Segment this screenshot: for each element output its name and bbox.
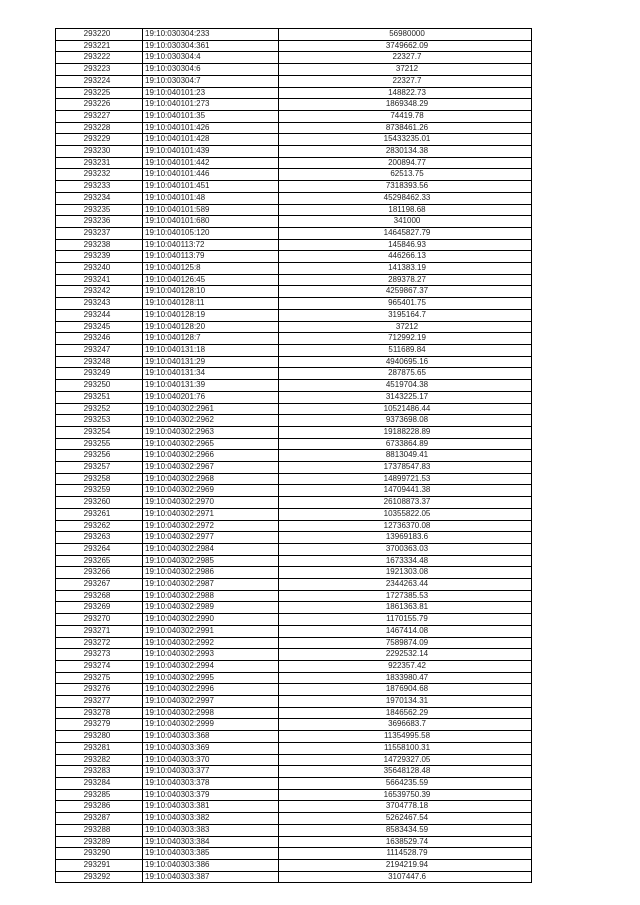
row-number: 293261 bbox=[56, 508, 143, 520]
row-number: 293289 bbox=[56, 836, 143, 848]
row-number: 293235 bbox=[56, 204, 143, 216]
amount-value: 17378547.83 bbox=[279, 462, 532, 474]
table-row bbox=[56, 157, 532, 169]
cadastral-number: 19:10:030304:4 bbox=[143, 52, 279, 64]
cadastral-number: 19:10:040101:273 bbox=[143, 99, 279, 111]
amount-value: 15433235.01 bbox=[279, 134, 532, 146]
amount-value: 3696683.7 bbox=[279, 719, 532, 731]
amount-value: 712992.19 bbox=[279, 333, 532, 345]
table-row bbox=[56, 29, 532, 41]
amount-value: 200894.77 bbox=[279, 157, 532, 169]
row-number: 293271 bbox=[56, 625, 143, 637]
amount-value: 19188228.89 bbox=[279, 426, 532, 438]
amount-value: 8738461.26 bbox=[279, 122, 532, 134]
amount-value: 14709441.38 bbox=[279, 485, 532, 497]
row-number: 293284 bbox=[56, 778, 143, 790]
amount-value: 3195164.7 bbox=[279, 309, 532, 321]
row-number: 293288 bbox=[56, 824, 143, 836]
cadastral-number: 19:10:040302:2963 bbox=[143, 426, 279, 438]
row-number: 293233 bbox=[56, 181, 143, 193]
table-row bbox=[56, 368, 532, 380]
row-number: 293223 bbox=[56, 64, 143, 76]
amount-value: 1861363.81 bbox=[279, 602, 532, 614]
amount-value: 11558100.31 bbox=[279, 742, 532, 754]
cadastral-number: 19:10:040302:2989 bbox=[143, 602, 279, 614]
amount-value: 511689.84 bbox=[279, 344, 532, 356]
table-row bbox=[56, 766, 532, 778]
table-row bbox=[56, 602, 532, 614]
table-row bbox=[56, 333, 532, 345]
cadastral-number: 19:10:040201:76 bbox=[143, 391, 279, 403]
row-number: 293260 bbox=[56, 497, 143, 509]
table-row bbox=[56, 403, 532, 415]
row-number: 293269 bbox=[56, 602, 143, 614]
cadastral-number: 19:10:040302:2987 bbox=[143, 579, 279, 591]
cadastral-number: 19:10:040303:387 bbox=[143, 871, 279, 883]
row-number: 293257 bbox=[56, 462, 143, 474]
amount-value: 22327.7 bbox=[279, 52, 532, 64]
amount-value: 35648128.48 bbox=[279, 766, 532, 778]
table-row bbox=[56, 309, 532, 321]
cadastral-number: 19:10:040302:2993 bbox=[143, 649, 279, 661]
amount-value: 1833980.47 bbox=[279, 672, 532, 684]
cadastral-number: 19:10:030304:6 bbox=[143, 64, 279, 76]
cadastral-number: 19:10:040101:442 bbox=[143, 157, 279, 169]
row-number: 293287 bbox=[56, 813, 143, 825]
row-number: 293272 bbox=[56, 637, 143, 649]
cadastral-number: 19:10:040101:589 bbox=[143, 204, 279, 216]
row-number: 293228 bbox=[56, 122, 143, 134]
table-row bbox=[56, 672, 532, 684]
table-row bbox=[56, 52, 532, 64]
amount-value: 1921303.08 bbox=[279, 567, 532, 579]
amount-value: 8583434.59 bbox=[279, 824, 532, 836]
cadastral-number: 19:10:040101:426 bbox=[143, 122, 279, 134]
amount-value: 1114528.79 bbox=[279, 848, 532, 860]
amount-value: 45298462.33 bbox=[279, 192, 532, 204]
table-row bbox=[56, 508, 532, 520]
amount-value: 1673334.48 bbox=[279, 555, 532, 567]
table-row bbox=[56, 590, 532, 602]
cadastral-number: 19:10:040302:2962 bbox=[143, 415, 279, 427]
row-number: 293250 bbox=[56, 380, 143, 392]
table-row bbox=[56, 824, 532, 836]
data-table bbox=[55, 28, 532, 883]
amount-value: 1869348.29 bbox=[279, 99, 532, 111]
amount-value: 7589874.09 bbox=[279, 637, 532, 649]
amount-value: 145846.93 bbox=[279, 239, 532, 251]
table-row bbox=[56, 754, 532, 766]
cadastral-number: 19:10:040101:439 bbox=[143, 146, 279, 158]
table-row bbox=[56, 298, 532, 310]
cadastral-number: 19:10:040302:2969 bbox=[143, 485, 279, 497]
table-row bbox=[56, 450, 532, 462]
row-number: 293268 bbox=[56, 590, 143, 602]
cadastral-number: 19:10:040302:2967 bbox=[143, 462, 279, 474]
row-number: 293278 bbox=[56, 707, 143, 719]
row-number: 293292 bbox=[56, 871, 143, 883]
amount-value: 4940695.16 bbox=[279, 356, 532, 368]
table-row bbox=[56, 181, 532, 193]
cadastral-number: 19:10:040128:11 bbox=[143, 298, 279, 310]
amount-value: 10355822.05 bbox=[279, 508, 532, 520]
amount-value: 10521486.44 bbox=[279, 403, 532, 415]
row-number: 293232 bbox=[56, 169, 143, 181]
cadastral-number: 19:10:040303:377 bbox=[143, 766, 279, 778]
amount-value: 1170155.79 bbox=[279, 614, 532, 626]
amount-value: 4519704.38 bbox=[279, 380, 532, 392]
amount-value: 341000 bbox=[279, 216, 532, 228]
table-row bbox=[56, 64, 532, 76]
amount-value: 7318393.56 bbox=[279, 181, 532, 193]
table-row bbox=[56, 75, 532, 87]
cadastral-number: 19:10:040302:2966 bbox=[143, 450, 279, 462]
table-row bbox=[56, 555, 532, 567]
table-row bbox=[56, 731, 532, 743]
table-row bbox=[56, 380, 532, 392]
row-number: 293277 bbox=[56, 696, 143, 708]
row-number: 293273 bbox=[56, 649, 143, 661]
table-row bbox=[56, 567, 532, 579]
amount-value: 1727385.53 bbox=[279, 590, 532, 602]
amount-value: 2292532.14 bbox=[279, 649, 532, 661]
amount-value: 4259867.37 bbox=[279, 286, 532, 298]
row-number: 293258 bbox=[56, 473, 143, 485]
row-number: 293221 bbox=[56, 40, 143, 52]
row-number: 293267 bbox=[56, 579, 143, 591]
amount-value: 965401.75 bbox=[279, 298, 532, 310]
table-row bbox=[56, 813, 532, 825]
cadastral-number: 19:10:040303:378 bbox=[143, 778, 279, 790]
table-row bbox=[56, 579, 532, 591]
table-row bbox=[56, 778, 532, 790]
row-number: 293242 bbox=[56, 286, 143, 298]
cadastral-number: 19:10:040302:2977 bbox=[143, 532, 279, 544]
table-row bbox=[56, 263, 532, 275]
row-number: 293256 bbox=[56, 450, 143, 462]
row-number: 293224 bbox=[56, 75, 143, 87]
table-row bbox=[56, 239, 532, 251]
amount-value: 2344263.44 bbox=[279, 579, 532, 591]
table-row bbox=[56, 801, 532, 813]
amount-value: 1846562.29 bbox=[279, 707, 532, 719]
table-row bbox=[56, 99, 532, 111]
cadastral-number: 19:10:040125:8 bbox=[143, 263, 279, 275]
amount-value: 5262467.54 bbox=[279, 813, 532, 825]
cadastral-number: 19:10:030304:7 bbox=[143, 75, 279, 87]
cadastral-number: 19:10:040101:446 bbox=[143, 169, 279, 181]
amount-value: 56980000 bbox=[279, 29, 532, 41]
cadastral-number: 19:10:040303:369 bbox=[143, 742, 279, 754]
table-row bbox=[56, 122, 532, 134]
row-number: 293291 bbox=[56, 859, 143, 871]
table-row bbox=[56, 204, 532, 216]
amount-value: 3749662.09 bbox=[279, 40, 532, 52]
row-number: 293266 bbox=[56, 567, 143, 579]
cadastral-number: 19:10:040302:2996 bbox=[143, 684, 279, 696]
cadastral-number: 19:10:040303:368 bbox=[143, 731, 279, 743]
cadastral-number: 19:10:040302:2995 bbox=[143, 672, 279, 684]
amount-value: 26108873.37 bbox=[279, 497, 532, 509]
table-row bbox=[56, 473, 532, 485]
row-number: 293283 bbox=[56, 766, 143, 778]
row-number: 293270 bbox=[56, 614, 143, 626]
cadastral-number: 19:10:040302:2985 bbox=[143, 555, 279, 567]
row-number: 293243 bbox=[56, 298, 143, 310]
cadastral-number: 19:10:040128:19 bbox=[143, 309, 279, 321]
cadastral-number: 19:10:040131:34 bbox=[143, 368, 279, 380]
table-body bbox=[56, 29, 532, 883]
cadastral-number: 19:10:040302:2998 bbox=[143, 707, 279, 719]
row-number: 293225 bbox=[56, 87, 143, 99]
row-number: 293264 bbox=[56, 543, 143, 555]
amount-value: 446266.13 bbox=[279, 251, 532, 263]
row-number: 293246 bbox=[56, 333, 143, 345]
table-row bbox=[56, 789, 532, 801]
row-number: 293255 bbox=[56, 438, 143, 450]
amount-value: 1970134.31 bbox=[279, 696, 532, 708]
table-row bbox=[56, 649, 532, 661]
cadastral-number: 19:10:040302:2971 bbox=[143, 508, 279, 520]
table-row bbox=[56, 134, 532, 146]
row-number: 293265 bbox=[56, 555, 143, 567]
cadastral-number: 19:10:040113:79 bbox=[143, 251, 279, 263]
cadastral-number: 19:10:040131:29 bbox=[143, 356, 279, 368]
cadastral-number: 19:10:040101:680 bbox=[143, 216, 279, 228]
row-number: 293249 bbox=[56, 368, 143, 380]
amount-value: 3704778.18 bbox=[279, 801, 532, 813]
cadastral-number: 19:10:040128:20 bbox=[143, 321, 279, 333]
amount-value: 13969183.6 bbox=[279, 532, 532, 544]
row-number: 293279 bbox=[56, 719, 143, 731]
row-number: 293244 bbox=[56, 309, 143, 321]
row-number: 293281 bbox=[56, 742, 143, 754]
amount-value: 37212 bbox=[279, 64, 532, 76]
amount-value: 287875.65 bbox=[279, 368, 532, 380]
row-number: 293237 bbox=[56, 227, 143, 239]
table-row bbox=[56, 87, 532, 99]
table-row bbox=[56, 871, 532, 883]
cadastral-number: 19:10:040302:2999 bbox=[143, 719, 279, 731]
cadastral-number: 19:10:040126:45 bbox=[143, 274, 279, 286]
cadastral-number: 19:10:040101:428 bbox=[143, 134, 279, 146]
table-row bbox=[56, 274, 532, 286]
cadastral-number: 19:10:040101:23 bbox=[143, 87, 279, 99]
row-number: 293259 bbox=[56, 485, 143, 497]
row-number: 293241 bbox=[56, 274, 143, 286]
amount-value: 12736370.08 bbox=[279, 520, 532, 532]
table-row bbox=[56, 391, 532, 403]
table-row bbox=[56, 321, 532, 333]
table-row bbox=[56, 192, 532, 204]
cadastral-number: 19:10:040101:451 bbox=[143, 181, 279, 193]
table-row bbox=[56, 110, 532, 122]
amount-value: 14645827.79 bbox=[279, 227, 532, 239]
amount-value: 3107447.6 bbox=[279, 871, 532, 883]
amount-value: 1638529.74 bbox=[279, 836, 532, 848]
amount-value: 37212 bbox=[279, 321, 532, 333]
amount-value: 14899721.53 bbox=[279, 473, 532, 485]
cadastral-number: 19:10:040302:2972 bbox=[143, 520, 279, 532]
row-number: 293248 bbox=[56, 356, 143, 368]
row-number: 293275 bbox=[56, 672, 143, 684]
cadastral-number: 19:10:040101:48 bbox=[143, 192, 279, 204]
cadastral-number: 19:10:040302:2965 bbox=[143, 438, 279, 450]
table-row bbox=[56, 637, 532, 649]
cadastral-number: 19:10:040303:384 bbox=[143, 836, 279, 848]
row-number: 293253 bbox=[56, 415, 143, 427]
cadastral-number: 19:10:040303:383 bbox=[143, 824, 279, 836]
amount-value: 8813049.41 bbox=[279, 450, 532, 462]
table-row bbox=[56, 227, 532, 239]
row-number: 293234 bbox=[56, 192, 143, 204]
table-row bbox=[56, 836, 532, 848]
cadastral-number: 19:10:040302:2986 bbox=[143, 567, 279, 579]
row-number: 293274 bbox=[56, 660, 143, 672]
cadastral-number: 19:10:040113:72 bbox=[143, 239, 279, 251]
row-number: 293251 bbox=[56, 391, 143, 403]
cadastral-number: 19:10:040302:2997 bbox=[143, 696, 279, 708]
row-number: 293245 bbox=[56, 321, 143, 333]
amount-value: 148822.73 bbox=[279, 87, 532, 99]
row-number: 293262 bbox=[56, 520, 143, 532]
amount-value: 3143225.17 bbox=[279, 391, 532, 403]
cadastral-number: 19:10:030304:361 bbox=[143, 40, 279, 52]
row-number: 293230 bbox=[56, 146, 143, 158]
row-number: 293286 bbox=[56, 801, 143, 813]
row-number: 293239 bbox=[56, 251, 143, 263]
table-row bbox=[56, 696, 532, 708]
table-row bbox=[56, 356, 532, 368]
table-row bbox=[56, 426, 532, 438]
cadastral-number: 19:10:040302:2968 bbox=[143, 473, 279, 485]
table-row bbox=[56, 485, 532, 497]
table-row bbox=[56, 462, 532, 474]
cadastral-number: 19:10:040128:10 bbox=[143, 286, 279, 298]
amount-value: 922357.42 bbox=[279, 660, 532, 672]
cadastral-number: 19:10:040302:2991 bbox=[143, 625, 279, 637]
row-number: 293226 bbox=[56, 99, 143, 111]
row-number: 293252 bbox=[56, 403, 143, 415]
row-number: 293227 bbox=[56, 110, 143, 122]
amount-value: 11354995.58 bbox=[279, 731, 532, 743]
table-row bbox=[56, 742, 532, 754]
amount-value: 2830134.38 bbox=[279, 146, 532, 158]
table-row bbox=[56, 614, 532, 626]
row-number: 293290 bbox=[56, 848, 143, 860]
table-row bbox=[56, 684, 532, 696]
table-row bbox=[56, 169, 532, 181]
table-row bbox=[56, 707, 532, 719]
row-number: 293285 bbox=[56, 789, 143, 801]
row-number: 293263 bbox=[56, 532, 143, 544]
row-number: 293276 bbox=[56, 684, 143, 696]
table-row bbox=[56, 520, 532, 532]
cadastral-number: 19:10:040101:35 bbox=[143, 110, 279, 122]
cadastral-number: 19:10:040303:379 bbox=[143, 789, 279, 801]
cadastral-number: 19:10:040302:2988 bbox=[143, 590, 279, 602]
row-number: 293282 bbox=[56, 754, 143, 766]
amount-value: 181198.68 bbox=[279, 204, 532, 216]
cadastral-number: 19:10:040302:2992 bbox=[143, 637, 279, 649]
table-row bbox=[56, 344, 532, 356]
table-row bbox=[56, 848, 532, 860]
cadastral-number: 19:10:040131:39 bbox=[143, 380, 279, 392]
table-row bbox=[56, 415, 532, 427]
cadastral-number: 19:10:040303:381 bbox=[143, 801, 279, 813]
table-row bbox=[56, 660, 532, 672]
table-row bbox=[56, 146, 532, 158]
row-number: 293238 bbox=[56, 239, 143, 251]
row-number: 293220 bbox=[56, 29, 143, 41]
cadastral-number: 19:10:040302:2990 bbox=[143, 614, 279, 626]
table-row bbox=[56, 532, 532, 544]
cadastral-number: 19:10:040302:2984 bbox=[143, 543, 279, 555]
cadastral-number: 19:10:040302:2994 bbox=[143, 660, 279, 672]
cadastral-number: 19:10:040303:382 bbox=[143, 813, 279, 825]
table-row bbox=[56, 497, 532, 509]
amount-value: 289378.27 bbox=[279, 274, 532, 286]
row-number: 293254 bbox=[56, 426, 143, 438]
row-number: 293231 bbox=[56, 157, 143, 169]
amount-value: 62513.75 bbox=[279, 169, 532, 181]
table-row bbox=[56, 543, 532, 555]
table-row bbox=[56, 251, 532, 263]
row-number: 293280 bbox=[56, 731, 143, 743]
cadastral-number: 19:10:030304:233 bbox=[143, 29, 279, 41]
amount-value: 22327.7 bbox=[279, 75, 532, 87]
amount-value: 1467414.08 bbox=[279, 625, 532, 637]
amount-value: 5664235.59 bbox=[279, 778, 532, 790]
table-row bbox=[56, 40, 532, 52]
table-row bbox=[56, 719, 532, 731]
table-row bbox=[56, 859, 532, 871]
table-row bbox=[56, 438, 532, 450]
amount-value: 1876904.68 bbox=[279, 684, 532, 696]
cadastral-number: 19:10:040131:18 bbox=[143, 344, 279, 356]
amount-value: 3700363.03 bbox=[279, 543, 532, 555]
cadastral-number: 19:10:040302:2970 bbox=[143, 497, 279, 509]
row-number: 293236 bbox=[56, 216, 143, 228]
cadastral-number: 19:10:040303:385 bbox=[143, 848, 279, 860]
table-row bbox=[56, 216, 532, 228]
row-number: 293247 bbox=[56, 344, 143, 356]
row-number: 293229 bbox=[56, 134, 143, 146]
amount-value: 6733864.89 bbox=[279, 438, 532, 450]
cadastral-number: 19:10:040105:120 bbox=[143, 227, 279, 239]
table-row bbox=[56, 625, 532, 637]
cadastral-number: 19:10:040303:370 bbox=[143, 754, 279, 766]
row-number: 293222 bbox=[56, 52, 143, 64]
amount-value: 141383.19 bbox=[279, 263, 532, 275]
amount-value: 14729327.05 bbox=[279, 754, 532, 766]
amount-value: 9373698.08 bbox=[279, 415, 532, 427]
cadastral-number: 19:10:040303:386 bbox=[143, 859, 279, 871]
amount-value: 16539750.39 bbox=[279, 789, 532, 801]
cadastral-number: 19:10:040128:7 bbox=[143, 333, 279, 345]
row-number: 293240 bbox=[56, 263, 143, 275]
cadastral-number: 19:10:040302:2961 bbox=[143, 403, 279, 415]
amount-value: 74419.78 bbox=[279, 110, 532, 122]
amount-value: 2194219.94 bbox=[279, 859, 532, 871]
table-row bbox=[56, 286, 532, 298]
